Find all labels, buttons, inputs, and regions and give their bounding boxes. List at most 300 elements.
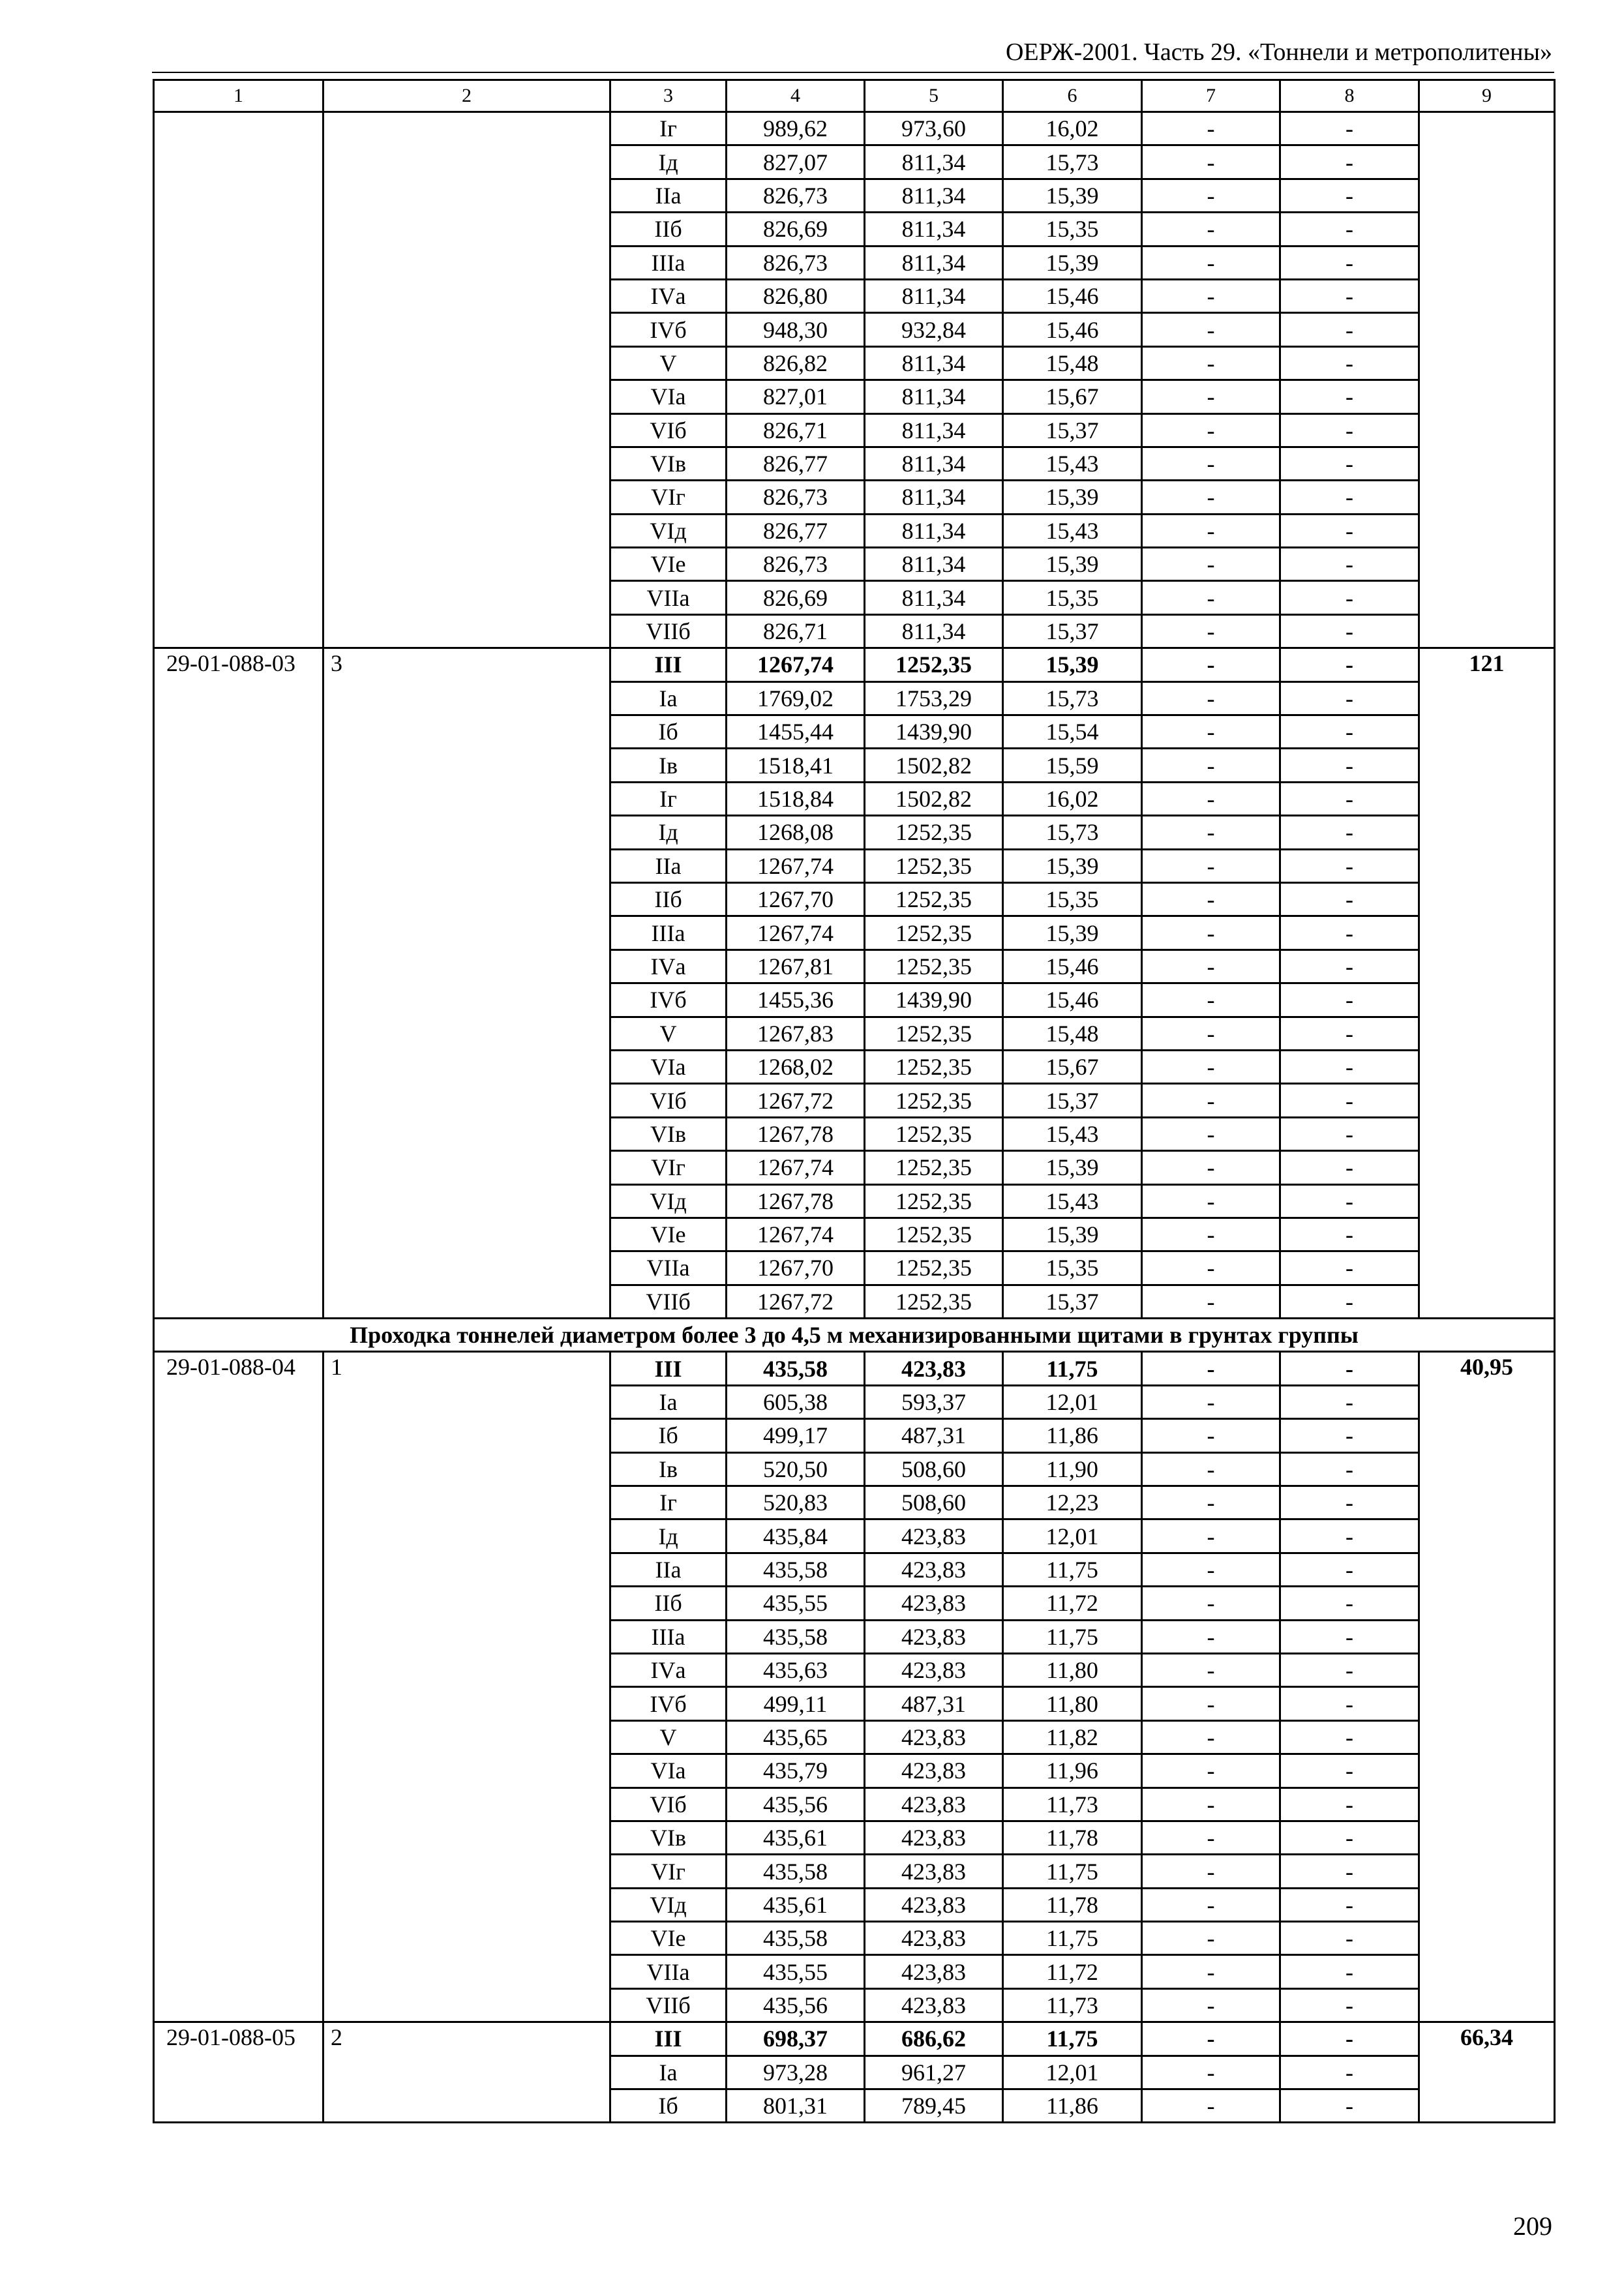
wages: 1252,35 bbox=[865, 816, 1003, 849]
machinist-wages: - bbox=[1142, 1888, 1280, 1921]
machine-cost: 15,46 bbox=[1003, 983, 1142, 1017]
materials: - bbox=[1280, 1687, 1419, 1720]
materials: - bbox=[1280, 1821, 1419, 1854]
soil-group: VIг bbox=[610, 1151, 727, 1184]
materials: - bbox=[1280, 1117, 1419, 1150]
soil-group: Iд bbox=[610, 1519, 727, 1553]
machine-cost: 11,75 bbox=[1003, 2022, 1142, 2056]
labor-cost bbox=[1419, 112, 1555, 648]
machinist-wages: - bbox=[1142, 1385, 1280, 1418]
machinist-wages: - bbox=[1142, 581, 1280, 614]
materials: - bbox=[1280, 1519, 1419, 1553]
total-cost: 1267,74 bbox=[727, 916, 865, 950]
total-cost: 435,79 bbox=[727, 1754, 865, 1788]
machinist-wages: - bbox=[1142, 983, 1280, 1017]
soil-group: III bbox=[610, 2022, 727, 2056]
total-cost: 1268,08 bbox=[727, 816, 865, 849]
machine-cost: 15,39 bbox=[1003, 849, 1142, 882]
machinist-wages: - bbox=[1142, 1452, 1280, 1486]
total-cost: 826,77 bbox=[727, 447, 865, 480]
soil-group: IVа bbox=[610, 950, 727, 983]
materials: - bbox=[1280, 279, 1419, 312]
soil-group: V bbox=[610, 1017, 727, 1050]
column-number: 4 bbox=[727, 80, 865, 112]
machinist-wages: - bbox=[1142, 1720, 1280, 1754]
soil-group: Iв bbox=[610, 1452, 727, 1486]
machinist-wages: - bbox=[1142, 1821, 1280, 1854]
wages: 1502,82 bbox=[865, 749, 1003, 782]
machine-cost: 11,72 bbox=[1003, 1955, 1142, 1988]
total-cost: 435,61 bbox=[727, 1821, 865, 1854]
materials: - bbox=[1280, 213, 1419, 246]
materials: - bbox=[1280, 1251, 1419, 1285]
header-rule bbox=[152, 72, 1554, 73]
section-title-row bbox=[154, 1319, 1555, 1352]
labor-cost: 40,95 bbox=[1419, 1352, 1555, 2022]
materials: - bbox=[1280, 1486, 1419, 1519]
total-cost: 435,55 bbox=[727, 1587, 865, 1620]
machine-cost: 11,96 bbox=[1003, 1754, 1142, 1788]
machinist-wages: - bbox=[1142, 2022, 1280, 2056]
machinist-wages: - bbox=[1142, 1587, 1280, 1620]
machine-cost: 15,35 bbox=[1003, 581, 1142, 614]
wages: 423,83 bbox=[865, 1988, 1003, 2022]
wages: 423,83 bbox=[865, 1922, 1003, 1955]
total-cost: 1267,81 bbox=[727, 950, 865, 983]
wages: 1252,35 bbox=[865, 916, 1003, 950]
norm-code bbox=[154, 112, 323, 648]
total-cost: 826,80 bbox=[727, 279, 865, 312]
soil-group: Iб bbox=[610, 2089, 727, 2123]
soil-group: III bbox=[610, 1352, 727, 1385]
machinist-wages: - bbox=[1142, 447, 1280, 480]
machinist-wages: - bbox=[1142, 1553, 1280, 1586]
total-cost: 1267,72 bbox=[727, 1285, 865, 1318]
machinist-wages: - bbox=[1142, 950, 1280, 983]
machinist-wages: - bbox=[1142, 1151, 1280, 1184]
wages: 1252,35 bbox=[865, 1117, 1003, 1150]
soil-group: VIIа bbox=[610, 1955, 727, 1988]
machinist-wages: - bbox=[1142, 614, 1280, 648]
machine-cost: 11,86 bbox=[1003, 2089, 1142, 2123]
norm-quantity: 2 bbox=[323, 2022, 610, 2123]
soil-group: VIа bbox=[610, 380, 727, 413]
wages: 811,34 bbox=[865, 413, 1003, 447]
soil-group: Iа bbox=[610, 681, 727, 715]
page-number: 209 bbox=[1513, 2211, 1552, 2241]
rates-table bbox=[153, 79, 1556, 2123]
column-number: 9 bbox=[1419, 80, 1555, 112]
total-cost: 435,55 bbox=[727, 1955, 865, 1988]
machinist-wages: - bbox=[1142, 2056, 1280, 2089]
soil-group: VIг bbox=[610, 1855, 727, 1888]
norm-quantity bbox=[323, 112, 610, 648]
materials: - bbox=[1280, 1285, 1419, 1318]
wages: 423,83 bbox=[865, 1888, 1003, 1921]
total-cost: 1268,02 bbox=[727, 1050, 865, 1083]
soil-group: VIв bbox=[610, 1117, 727, 1150]
wages: 932,84 bbox=[865, 313, 1003, 346]
total-cost: 1267,74 bbox=[727, 1218, 865, 1251]
table-row bbox=[154, 2022, 1555, 2056]
machine-cost: 11,73 bbox=[1003, 1788, 1142, 1821]
machinist-wages: - bbox=[1142, 346, 1280, 380]
machinist-wages: - bbox=[1142, 213, 1280, 246]
soil-group: VIе bbox=[610, 1922, 727, 1955]
machinist-wages: - bbox=[1142, 715, 1280, 749]
soil-group: IIб bbox=[610, 1587, 727, 1620]
machine-cost: 15,39 bbox=[1003, 481, 1142, 514]
machinist-wages: - bbox=[1142, 1285, 1280, 1318]
soil-group: VIв bbox=[610, 1821, 727, 1854]
machinist-wages: - bbox=[1142, 1519, 1280, 1553]
machine-cost: 15,73 bbox=[1003, 145, 1142, 179]
materials: - bbox=[1280, 548, 1419, 581]
wages: 789,45 bbox=[865, 2089, 1003, 2123]
total-cost: 826,73 bbox=[727, 548, 865, 581]
total-cost: 698,37 bbox=[727, 2022, 865, 2056]
wages: 423,83 bbox=[865, 1653, 1003, 1686]
soil-group: VIа bbox=[610, 1754, 727, 1788]
wages: 1252,35 bbox=[865, 1084, 1003, 1117]
column-number: 2 bbox=[323, 80, 610, 112]
machinist-wages: - bbox=[1142, 481, 1280, 514]
soil-group: IVб bbox=[610, 983, 727, 1017]
wages: 423,83 bbox=[865, 1788, 1003, 1821]
machinist-wages: - bbox=[1142, 1419, 1280, 1452]
total-cost: 1267,74 bbox=[727, 648, 865, 681]
soil-group: VIе bbox=[610, 1218, 727, 1251]
wages: 1252,35 bbox=[865, 648, 1003, 681]
total-cost: 826,71 bbox=[727, 413, 865, 447]
column-number: 3 bbox=[610, 80, 727, 112]
soil-group: VIд bbox=[610, 514, 727, 547]
wages: 811,34 bbox=[865, 279, 1003, 312]
wages: 686,62 bbox=[865, 2022, 1003, 2056]
wages: 423,83 bbox=[865, 1754, 1003, 1788]
machine-cost: 11,75 bbox=[1003, 1922, 1142, 1955]
wages: 811,34 bbox=[865, 346, 1003, 380]
wages: 811,34 bbox=[865, 380, 1003, 413]
total-cost: 520,83 bbox=[727, 1486, 865, 1519]
wages: 1439,90 bbox=[865, 983, 1003, 1017]
soil-group: V bbox=[610, 346, 727, 380]
materials: - bbox=[1280, 1788, 1419, 1821]
materials: - bbox=[1280, 447, 1419, 480]
machinist-wages: - bbox=[1142, 749, 1280, 782]
total-cost: 499,17 bbox=[727, 1419, 865, 1452]
machine-cost: 15,35 bbox=[1003, 1251, 1142, 1285]
machine-cost: 15,48 bbox=[1003, 1017, 1142, 1050]
machinist-wages: - bbox=[1142, 1653, 1280, 1686]
norm-code: 29-01-088-05 bbox=[154, 2022, 323, 2123]
materials: - bbox=[1280, 1855, 1419, 1888]
materials: - bbox=[1280, 380, 1419, 413]
machine-cost: 15,39 bbox=[1003, 916, 1142, 950]
wages: 811,34 bbox=[865, 614, 1003, 648]
machine-cost: 15,54 bbox=[1003, 715, 1142, 749]
machine-cost: 15,39 bbox=[1003, 179, 1142, 212]
materials: - bbox=[1280, 1754, 1419, 1788]
wages: 1252,35 bbox=[865, 849, 1003, 882]
machinist-wages: - bbox=[1142, 816, 1280, 849]
machine-cost: 11,90 bbox=[1003, 1452, 1142, 1486]
soil-group: VIIа bbox=[610, 1251, 727, 1285]
materials: - bbox=[1280, 1017, 1419, 1050]
soil-group: IIб bbox=[610, 213, 727, 246]
total-cost: 801,31 bbox=[727, 2089, 865, 2123]
machine-cost: 12,23 bbox=[1003, 1486, 1142, 1519]
total-cost: 605,38 bbox=[727, 1385, 865, 1418]
materials: - bbox=[1280, 1352, 1419, 1385]
total-cost: 989,62 bbox=[727, 112, 865, 145]
total-cost: 435,58 bbox=[727, 1352, 865, 1385]
machinist-wages: - bbox=[1142, 1251, 1280, 1285]
materials: - bbox=[1280, 1050, 1419, 1083]
table-row bbox=[154, 1352, 1555, 1385]
wages: 1439,90 bbox=[865, 715, 1003, 749]
materials: - bbox=[1280, 849, 1419, 882]
soil-group: IVа bbox=[610, 279, 727, 312]
machine-cost: 15,39 bbox=[1003, 1151, 1142, 1184]
materials: - bbox=[1280, 1385, 1419, 1418]
soil-group: VIг bbox=[610, 481, 727, 514]
materials: - bbox=[1280, 1184, 1419, 1218]
total-cost: 1267,70 bbox=[727, 1251, 865, 1285]
soil-group: VIIб bbox=[610, 1988, 727, 2022]
machine-cost: 15,37 bbox=[1003, 1285, 1142, 1318]
wages: 961,27 bbox=[865, 2056, 1003, 2089]
total-cost: 435,58 bbox=[727, 1553, 865, 1586]
total-cost: 435,84 bbox=[727, 1519, 865, 1553]
machine-cost: 12,01 bbox=[1003, 1519, 1142, 1553]
soil-group: Iа bbox=[610, 2056, 727, 2089]
column-number: 1 bbox=[154, 80, 323, 112]
materials: - bbox=[1280, 1653, 1419, 1686]
machine-cost: 11,73 bbox=[1003, 1988, 1142, 2022]
soil-group: Iб bbox=[610, 1419, 727, 1452]
soil-group: VIIб bbox=[610, 1285, 727, 1318]
wages: 423,83 bbox=[865, 1352, 1003, 1385]
soil-group: Iб bbox=[610, 715, 727, 749]
wages: 423,83 bbox=[865, 1821, 1003, 1854]
total-cost: 827,07 bbox=[727, 145, 865, 179]
wages: 1252,35 bbox=[865, 1285, 1003, 1318]
machine-cost: 11,82 bbox=[1003, 1720, 1142, 1754]
materials: - bbox=[1280, 1218, 1419, 1251]
machine-cost: 15,37 bbox=[1003, 413, 1142, 447]
machine-cost: 15,46 bbox=[1003, 950, 1142, 983]
machine-cost: 15,59 bbox=[1003, 749, 1142, 782]
materials: - bbox=[1280, 1452, 1419, 1486]
total-cost: 826,69 bbox=[727, 213, 865, 246]
total-cost: 435,58 bbox=[727, 1855, 865, 1888]
machinist-wages: - bbox=[1142, 246, 1280, 279]
total-cost: 1267,74 bbox=[727, 1151, 865, 1184]
soil-group: IIIа bbox=[610, 916, 727, 950]
total-cost: 1267,70 bbox=[727, 882, 865, 916]
soil-group: V bbox=[610, 1720, 727, 1754]
soil-group: IIIа bbox=[610, 1620, 727, 1653]
norm-code: 29-01-088-03 bbox=[154, 648, 323, 1319]
materials: - bbox=[1280, 1620, 1419, 1653]
machinist-wages: - bbox=[1142, 548, 1280, 581]
wages: 811,34 bbox=[865, 447, 1003, 480]
wages: 1252,35 bbox=[865, 882, 1003, 916]
machine-cost: 12,01 bbox=[1003, 1385, 1142, 1418]
materials: - bbox=[1280, 2089, 1419, 2123]
materials: - bbox=[1280, 1955, 1419, 1988]
soil-group: IIIа bbox=[610, 246, 727, 279]
soil-group: IIа bbox=[610, 1553, 727, 1586]
machine-cost: 15,48 bbox=[1003, 346, 1142, 380]
machinist-wages: - bbox=[1142, 648, 1280, 681]
total-cost: 1267,83 bbox=[727, 1017, 865, 1050]
wages: 423,83 bbox=[865, 1519, 1003, 1553]
machine-cost: 15,43 bbox=[1003, 1117, 1142, 1150]
materials: - bbox=[1280, 715, 1419, 749]
soil-group: VIд bbox=[610, 1888, 727, 1921]
wages: 593,37 bbox=[865, 1385, 1003, 1418]
soil-group: Iа bbox=[610, 1385, 727, 1418]
materials: - bbox=[1280, 1888, 1419, 1921]
machinist-wages: - bbox=[1142, 179, 1280, 212]
machine-cost: 15,67 bbox=[1003, 380, 1142, 413]
soil-group: IIб bbox=[610, 882, 727, 916]
machine-cost: 12,01 bbox=[1003, 2056, 1142, 2089]
total-cost: 1518,41 bbox=[727, 749, 865, 782]
machinist-wages: - bbox=[1142, 279, 1280, 312]
machinist-wages: - bbox=[1142, 1017, 1280, 1050]
wages: 811,34 bbox=[865, 145, 1003, 179]
labor-cost: 121 bbox=[1419, 648, 1555, 1319]
total-cost: 1267,78 bbox=[727, 1117, 865, 1150]
wages: 423,83 bbox=[865, 1720, 1003, 1754]
wages: 423,83 bbox=[865, 1553, 1003, 1586]
machinist-wages: - bbox=[1142, 413, 1280, 447]
machinist-wages: - bbox=[1142, 1922, 1280, 1955]
wages: 1252,35 bbox=[865, 1050, 1003, 1083]
total-cost: 520,50 bbox=[727, 1452, 865, 1486]
wages: 423,83 bbox=[865, 1855, 1003, 1888]
machinist-wages: - bbox=[1142, 145, 1280, 179]
machine-cost: 15,46 bbox=[1003, 313, 1142, 346]
machine-cost: 15,43 bbox=[1003, 1184, 1142, 1218]
materials: - bbox=[1280, 313, 1419, 346]
wages: 508,60 bbox=[865, 1486, 1003, 1519]
materials: - bbox=[1280, 916, 1419, 950]
materials: - bbox=[1280, 816, 1419, 849]
total-cost: 973,28 bbox=[727, 2056, 865, 2089]
machinist-wages: - bbox=[1142, 1620, 1280, 1653]
materials: - bbox=[1280, 346, 1419, 380]
total-cost: 435,63 bbox=[727, 1653, 865, 1686]
materials: - bbox=[1280, 581, 1419, 614]
materials: - bbox=[1280, 2056, 1419, 2089]
wages: 811,34 bbox=[865, 213, 1003, 246]
machinist-wages: - bbox=[1142, 1184, 1280, 1218]
total-cost: 1267,78 bbox=[727, 1184, 865, 1218]
materials: - bbox=[1280, 1720, 1419, 1754]
total-cost: 1267,72 bbox=[727, 1084, 865, 1117]
machine-cost: 15,67 bbox=[1003, 1050, 1142, 1083]
wages: 423,83 bbox=[865, 1587, 1003, 1620]
table-body bbox=[154, 80, 1555, 2123]
wages: 1753,29 bbox=[865, 681, 1003, 715]
soil-group: VIе bbox=[610, 548, 727, 581]
machinist-wages: - bbox=[1142, 849, 1280, 882]
materials: - bbox=[1280, 413, 1419, 447]
soil-group: VIд bbox=[610, 1184, 727, 1218]
wages: 811,34 bbox=[865, 514, 1003, 547]
machine-cost: 15,37 bbox=[1003, 614, 1142, 648]
machine-cost: 11,80 bbox=[1003, 1687, 1142, 1720]
machine-cost: 15,46 bbox=[1003, 279, 1142, 312]
machinist-wages: - bbox=[1142, 313, 1280, 346]
machine-cost: 11,75 bbox=[1003, 1352, 1142, 1385]
machinist-wages: - bbox=[1142, 1754, 1280, 1788]
machine-cost: 16,02 bbox=[1003, 782, 1142, 815]
section-title: Проходка тоннелей диаметром более 3 до 4,5 м механизированными щитами в грунтах группы bbox=[154, 1319, 1555, 1352]
total-cost: 1518,84 bbox=[727, 782, 865, 815]
total-cost: 826,82 bbox=[727, 346, 865, 380]
materials: - bbox=[1280, 514, 1419, 547]
soil-group: VIIа bbox=[610, 581, 727, 614]
materials: - bbox=[1280, 681, 1419, 715]
total-cost: 435,65 bbox=[727, 1720, 865, 1754]
wages: 811,34 bbox=[865, 481, 1003, 514]
materials: - bbox=[1280, 1988, 1419, 2022]
materials: - bbox=[1280, 1084, 1419, 1117]
materials: - bbox=[1280, 749, 1419, 782]
total-cost: 1455,44 bbox=[727, 715, 865, 749]
norm-quantity: 3 bbox=[323, 648, 610, 1319]
wages: 487,31 bbox=[865, 1419, 1003, 1452]
materials: - bbox=[1280, 1151, 1419, 1184]
total-cost: 435,61 bbox=[727, 1888, 865, 1921]
machinist-wages: - bbox=[1142, 1788, 1280, 1821]
machinist-wages: - bbox=[1142, 1218, 1280, 1251]
materials: - bbox=[1280, 983, 1419, 1017]
table-row bbox=[154, 648, 1555, 681]
total-cost: 435,56 bbox=[727, 1988, 865, 2022]
machinist-wages: - bbox=[1142, 782, 1280, 815]
soil-group: VIб bbox=[610, 1084, 727, 1117]
machinist-wages: - bbox=[1142, 380, 1280, 413]
machinist-wages: - bbox=[1142, 882, 1280, 916]
total-cost: 435,58 bbox=[727, 1922, 865, 1955]
machine-cost: 15,73 bbox=[1003, 816, 1142, 849]
machine-cost: 15,39 bbox=[1003, 246, 1142, 279]
wages: 1252,35 bbox=[865, 1151, 1003, 1184]
wages: 487,31 bbox=[865, 1687, 1003, 1720]
soil-group: VIв bbox=[610, 447, 727, 480]
soil-group: Iд bbox=[610, 145, 727, 179]
wages: 811,34 bbox=[865, 581, 1003, 614]
machinist-wages: - bbox=[1142, 112, 1280, 145]
machine-cost: 11,75 bbox=[1003, 1620, 1142, 1653]
materials: - bbox=[1280, 1419, 1419, 1452]
materials: - bbox=[1280, 614, 1419, 648]
total-cost: 1455,36 bbox=[727, 983, 865, 1017]
machinist-wages: - bbox=[1142, 1988, 1280, 2022]
total-cost: 435,56 bbox=[727, 1788, 865, 1821]
machine-cost: 11,86 bbox=[1003, 1419, 1142, 1452]
machine-cost: 15,73 bbox=[1003, 681, 1142, 715]
soil-group: Iг bbox=[610, 782, 727, 815]
machinist-wages: - bbox=[1142, 1050, 1280, 1083]
norm-code: 29-01-088-04 bbox=[154, 1352, 323, 2022]
